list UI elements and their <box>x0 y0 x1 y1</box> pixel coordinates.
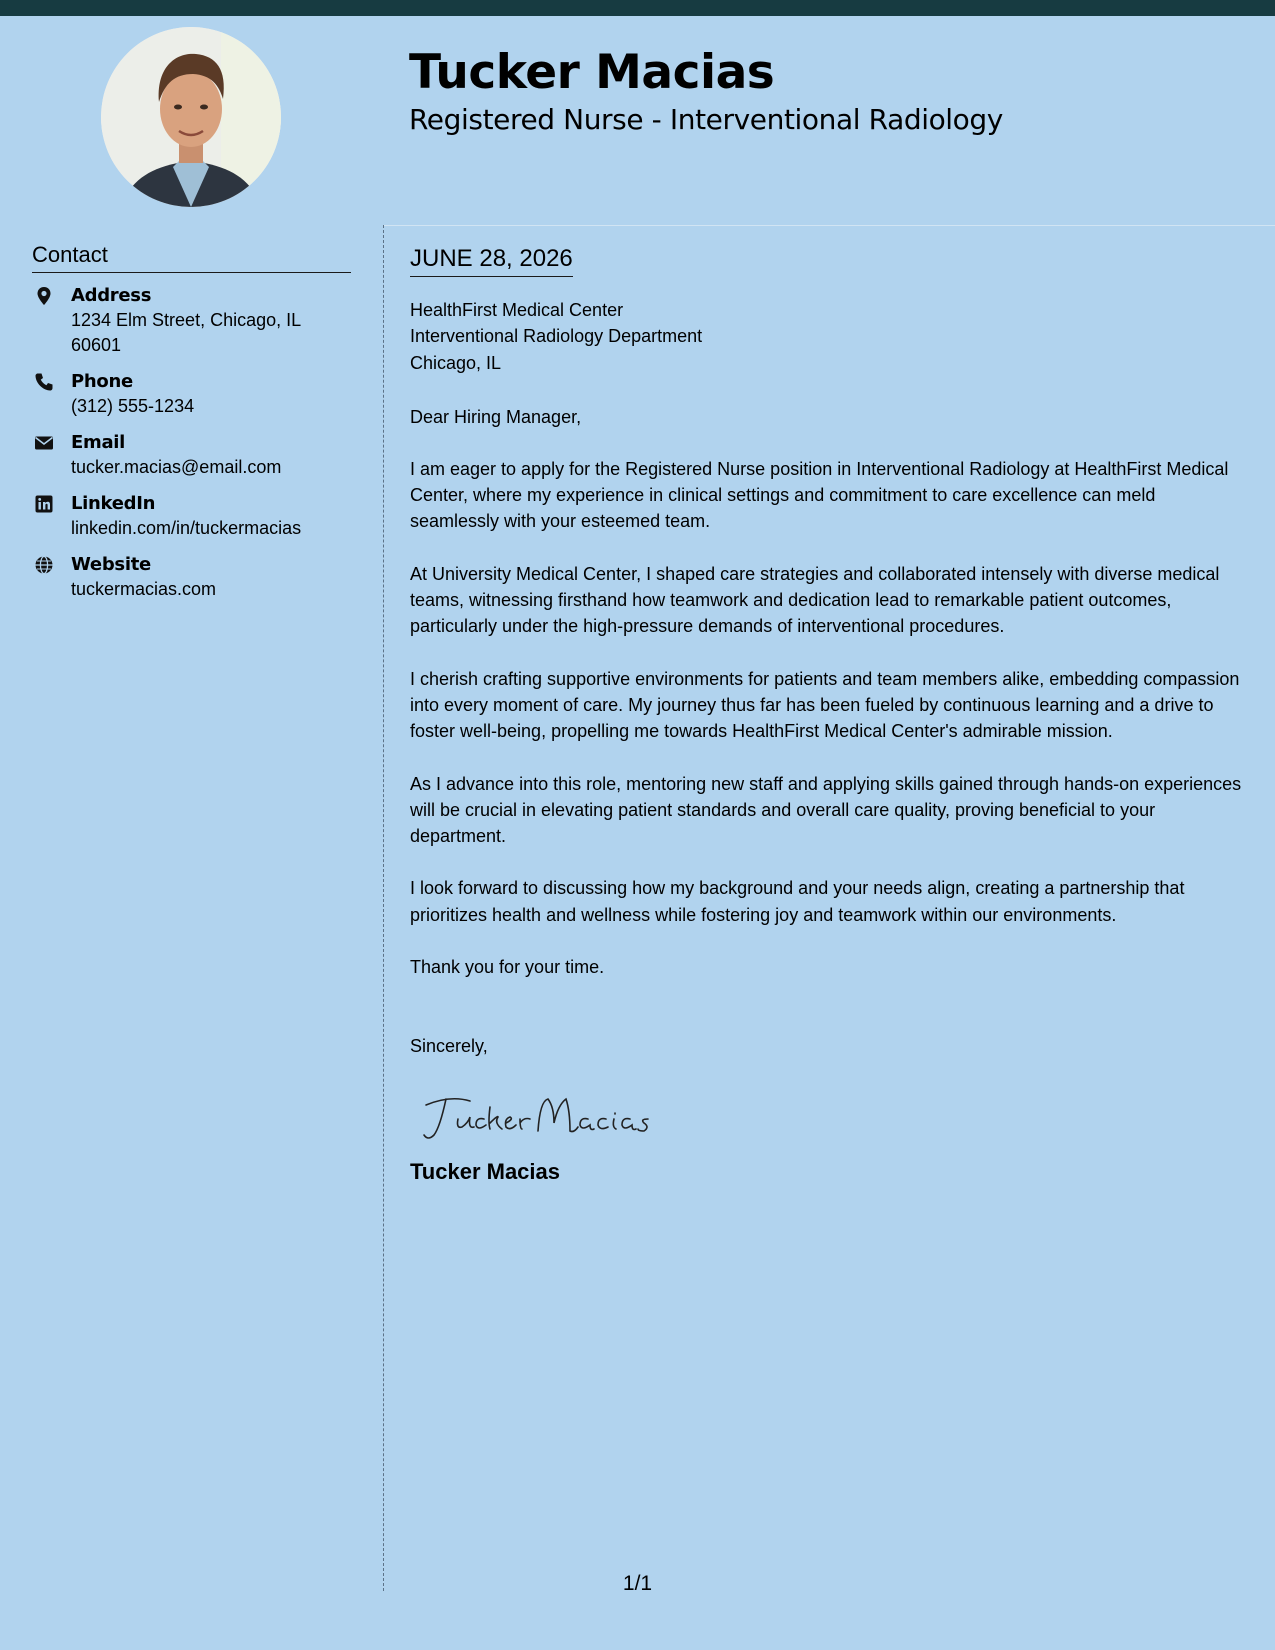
letter-paragraph: Thank you for your time. <box>410 957 605 978</box>
letter-paragraph: As I advance into this role, mentoring new staff and applying skills gained through hands-on experiences will be crucial in elevating patient standards and overall care quality, proving beneficial to your department. <box>410 773 1242 847</box>
recipient-line: HealthFirst Medical Center <box>410 300 624 320</box>
phone-label: Phone <box>71 371 133 392</box>
phone-icon <box>34 372 54 392</box>
top-bar <box>0 0 1275 16</box>
letter-date: JUNE 28, 2026 <box>410 243 573 277</box>
website-value[interactable]: tuckermacias.com <box>71 579 217 599</box>
email-value[interactable]: tucker.macias@email.com <box>71 457 282 477</box>
signer-name: Tucker Macias <box>410 1159 561 1185</box>
phone-value: (312) 555-1234 <box>71 396 195 416</box>
address-value: 1234 Elm Street, Chicago, IL 60601 <box>71 310 301 355</box>
contact-item-linkedin <box>32 492 352 541</box>
page-number: 1/1 <box>622 1572 653 1595</box>
letter-paragraph: At University Medical Center, I shaped care strategies and collaborated intensely with diverse medical teams, witnessing firsthand how teamwork and dedication lead to remarkable patient outcomes, particularly under the high-pressure demands of interventional procedures. <box>410 563 1220 637</box>
recipient-block <box>410 297 1245 376</box>
handwritten-signature <box>420 1087 1245 1151</box>
applicant-name: Tucker Macias <box>409 45 775 100</box>
linkedin-icon <box>34 494 54 514</box>
location-pin-icon <box>34 286 54 306</box>
contact-item-email <box>32 431 352 480</box>
applicant-role: Registered Nurse - Interventional Radiology <box>409 103 1003 136</box>
header <box>409 44 1003 138</box>
contact-item-phone <box>32 370 352 419</box>
closing: Sincerely, <box>410 1036 488 1057</box>
column-divider <box>383 225 384 1591</box>
address-label: Address <box>71 285 152 306</box>
recipient-line: Chicago, IL <box>410 352 502 373</box>
contact-list <box>32 284 352 614</box>
cover-letter <box>410 243 1245 1187</box>
email-label: Email <box>71 432 126 453</box>
envelope-icon <box>34 433 54 453</box>
linkedin-label: LinkedIn <box>71 493 156 514</box>
header-divider <box>384 225 1275 226</box>
contact-item-address <box>32 284 352 358</box>
contact-item-website <box>32 553 352 602</box>
recipient-line: Interventional Radiology Department <box>410 326 703 347</box>
profile-photo <box>101 27 281 207</box>
letter-paragraph: I cherish crafting supportive environments for patients and team members alike, embedding compassion into every moment of care. My journey thus far has been fueled by continuous learning and a drive to foster well-being, propelling me towards HealthFirst Medical Center's admirable mission. <box>410 668 1240 742</box>
globe-icon <box>34 555 54 575</box>
letter-paragraph: I look forward to discussing how my background and your needs align, creating a partnership that prioritizes health and wellness while fostering joy and teamwork within our environments. <box>410 878 1185 925</box>
contact-heading: Contact <box>32 240 351 273</box>
linkedin-value[interactable]: linkedin.com/in/tuckermacias <box>71 518 302 538</box>
salutation: Dear Hiring Manager, <box>410 406 582 427</box>
letter-paragraph: I am eager to apply for the Registered Nurse position in Interventional Radiology at HealthFirst Medical Center, where my experience in clinical settings and commitment to care excellence can meld seamlessly with your esteemed team. <box>410 458 1229 532</box>
website-label: Website <box>71 554 151 575</box>
